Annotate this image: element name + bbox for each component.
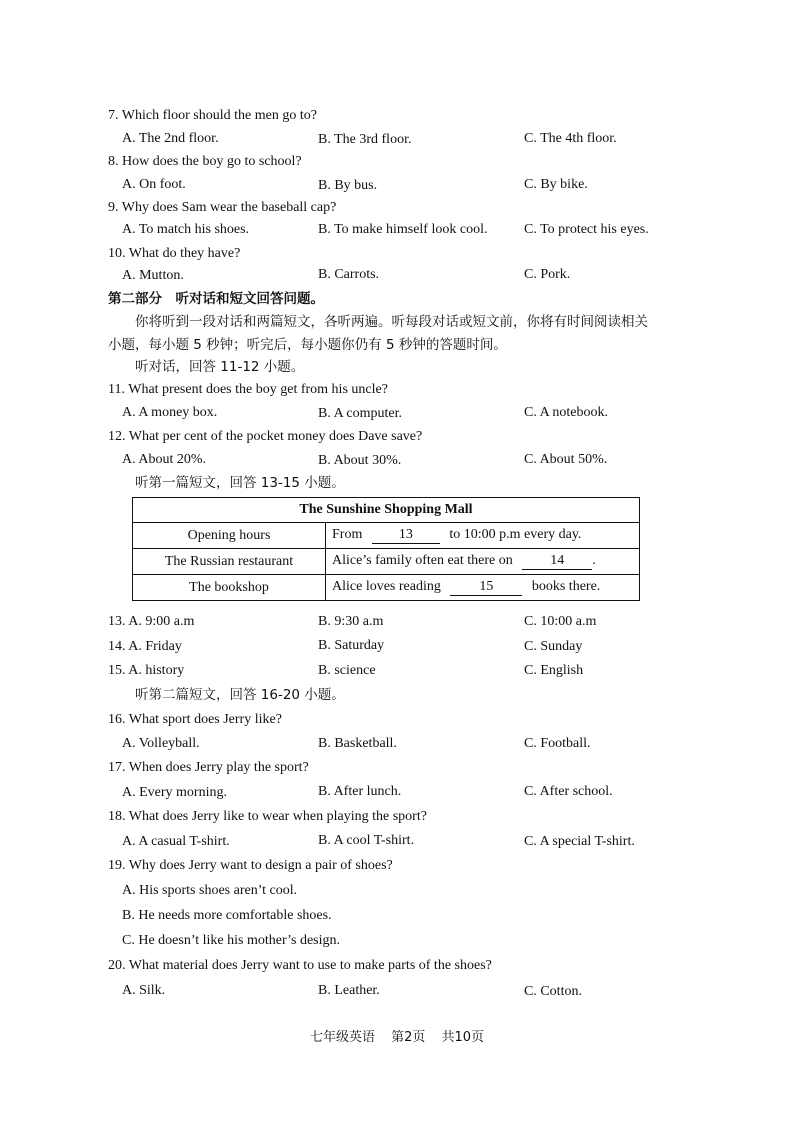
question-11-stem: 11. What present does the boy get from his uncle? <box>108 382 388 397</box>
question-14-option-c: C. Sunday <box>524 639 583 654</box>
question-16-option-b: B. Basketball. <box>318 736 397 751</box>
page-footer <box>0 1026 794 1045</box>
question-17-option-a: A. Every morning. <box>122 785 227 800</box>
question-10-stem: 10. What do they have? <box>108 246 241 261</box>
part2-heading: 第二部分 听对话和短文回答问题。 <box>108 291 324 307</box>
question-17-stem: 17. When does Jerry play the sport? <box>108 760 309 775</box>
question-7-option-b: B. The 3rd floor. <box>318 132 412 147</box>
question-11-option-a: A. A money box. <box>122 405 218 420</box>
table-row-label: The bookshop <box>133 575 326 601</box>
question-19-option-b: B. He needs more comfortable shoes. <box>122 908 332 923</box>
question-12-option-a: A. About 20%. <box>122 452 206 467</box>
passage1-note: 听第一篇短文，回答 13-15 小题。 <box>135 475 345 491</box>
question-10-option-b: B. Carrots. <box>318 267 380 282</box>
question-18-option-a: A. A casual T-shirt. <box>122 834 230 849</box>
question-20-option-a: A. Silk. <box>122 983 166 998</box>
shopping-mall-table <box>132 497 640 601</box>
question-18-option-b: B. A cool T-shirt. <box>318 833 415 848</box>
footer-page-number: 第2页 <box>391 1030 426 1045</box>
question-12-option-c: C. About 50%. <box>524 452 608 467</box>
question-7-stem: 7. Which floor should the men go to? <box>108 108 317 123</box>
part2-instruction-line2: 小题，每小题 5 秒钟；听完后，每小题你仍有 5 秒钟的答题时间。 <box>108 337 507 353</box>
passage2-note: 听第二篇短文，回答 16-20 小题。 <box>135 687 345 703</box>
question-13-option-b: B. 9:30 a.m <box>318 614 384 629</box>
dialogue-note: 听对话，回答 11-12 小题。 <box>135 359 305 375</box>
question-15-option-a: 15. A. history <box>108 663 185 678</box>
question-18-stem: 18. What does Jerry like to wear when playing the sport? <box>108 809 427 824</box>
question-15-option-b: B. science <box>318 663 376 678</box>
table-row-label: The Russian restaurant <box>133 549 326 575</box>
question-11-option-c: C. A notebook. <box>524 405 609 420</box>
question-18-option-c: C. A special T-shirt. <box>524 834 635 849</box>
question-8-option-b: B. By bus. <box>318 178 378 193</box>
question-9-option-c: C. To protect his eyes. <box>524 222 649 237</box>
question-9-option-b: B. To make himself look cool. <box>318 222 488 237</box>
question-8-option-a: A. On foot. <box>122 177 186 192</box>
question-16-option-a: A. Volleyball. <box>122 736 200 751</box>
question-19-stem: 19. Why does Jerry want to design a pair of shoes? <box>108 858 393 873</box>
blank-13: 13 <box>372 527 440 544</box>
question-13-option-c: C. 10:00 a.m <box>524 614 597 629</box>
part2-instruction-line1: 你将听到一段对话和两篇短文，各听两遍。听每段对话或短文前，你将有时间阅读相关 <box>135 314 648 330</box>
question-17-option-b: B. After lunch. <box>318 784 402 799</box>
question-12-stem: 12. What per cent of the pocket money does Dave save? <box>108 429 423 444</box>
question-11-option-b: B. A computer. <box>318 406 402 421</box>
question-20-option-c: C. Cotton. <box>524 984 582 999</box>
table-row-content <box>326 575 640 601</box>
question-20-stem: 20. What material does Jerry want to use to make parts of the shoes? <box>108 958 492 973</box>
table-text: From <box>332 527 363 542</box>
question-14-option-a: 14. A. Friday <box>108 639 182 654</box>
table-row-label: Opening hours <box>133 523 326 549</box>
question-16-stem: 16. What sport does Jerry like? <box>108 712 282 727</box>
question-12-option-b: B. About 30%. <box>318 453 402 468</box>
question-14-option-b: B. Saturday <box>318 638 385 653</box>
question-20-option-b: B. Leather. <box>318 983 380 998</box>
question-10-option-a: A. Mutton. <box>122 268 184 283</box>
question-7-option-c: C. The 4th floor. <box>524 131 617 146</box>
table-text: Alice’s family often eat there on <box>332 553 513 568</box>
table-text: . <box>592 553 596 568</box>
table-title: The Sunshine Shopping Mall <box>133 498 640 523</box>
question-19-option-a: A. His sports shoes aren’t cool. <box>122 883 298 898</box>
table-row <box>133 549 640 575</box>
table-text: books there. <box>531 579 601 594</box>
footer-subject: 七年级英语 <box>309 1030 375 1045</box>
table-text: Alice loves reading <box>332 579 441 594</box>
question-17-option-c: C. After school. <box>524 784 613 799</box>
table-row <box>133 523 640 549</box>
question-9-stem: 9. Why does Sam wear the baseball cap? <box>108 200 337 215</box>
blank-14: 14 <box>522 553 592 570</box>
question-10-option-c: C. Pork. <box>524 267 571 282</box>
question-7-option-a: A. The 2nd floor. <box>122 131 219 146</box>
question-8-stem: 8. How does the boy go to school? <box>108 154 302 169</box>
question-8-option-c: C. By bike. <box>524 177 588 192</box>
table-row-content <box>326 549 640 575</box>
blank-15: 15 <box>450 579 522 596</box>
question-9-option-a: A. To match his shoes. <box>122 222 250 237</box>
table-text: to 10:00 p.m every day. <box>449 527 582 542</box>
question-19-option-c: C. He doesn’t like his mother’s design. <box>122 933 341 948</box>
question-15-option-c: C. English <box>524 663 584 678</box>
table-row-content <box>326 523 640 549</box>
question-16-option-c: C. Football. <box>524 736 591 751</box>
footer-total-pages: 共10页 <box>441 1030 485 1045</box>
question-13-option-a: 13. A. 9:00 a.m <box>108 614 195 629</box>
table-row <box>133 575 640 601</box>
